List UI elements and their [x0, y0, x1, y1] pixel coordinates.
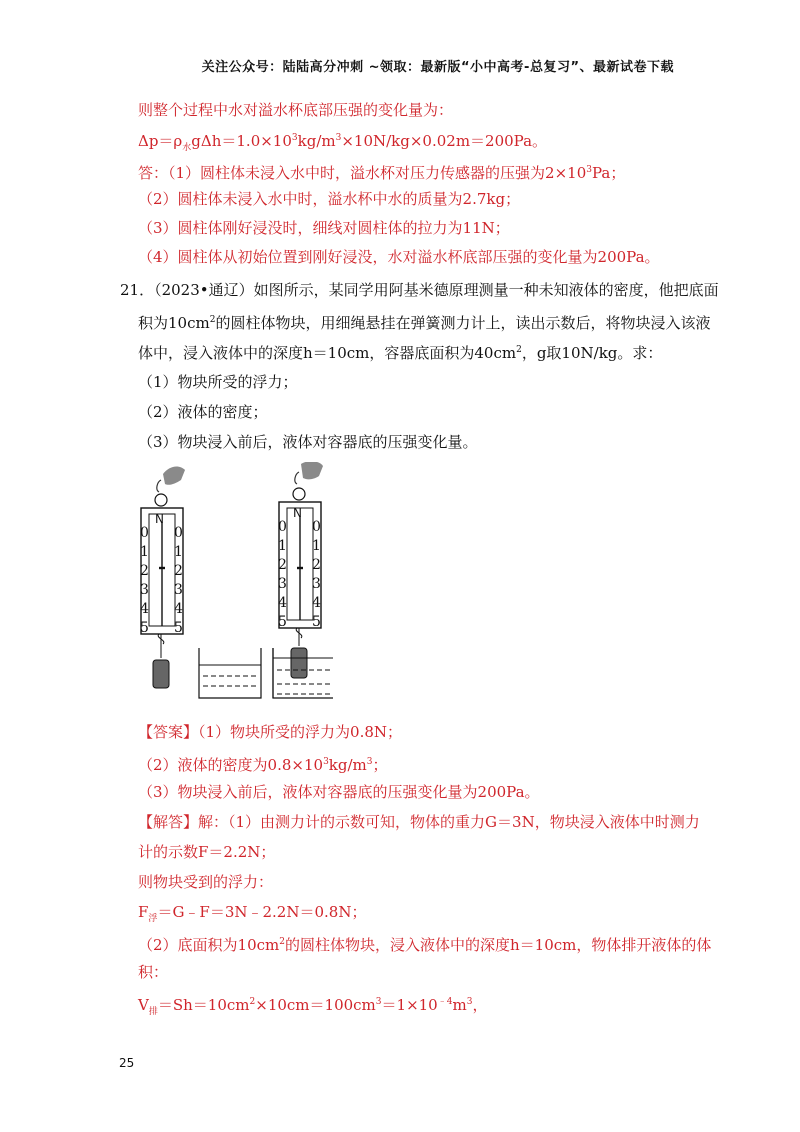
- scale-tick-label: 1: [278, 538, 287, 554]
- scale-tick-label: 4: [140, 601, 149, 617]
- scale-tick-label: 2: [140, 563, 149, 579]
- formula-line: $\Delta p=\rho_水g\Delta h=1.0\times 10^3kg/m^3\times 10N/kg\times 0.02m=200Pa$。: [138, 132, 548, 153]
- scale-tick-label: 4: [174, 601, 183, 617]
- solution-line-1: 【解答】解：（1）由测力计的示数可知，物体的重力G＝3N，物块浸入液体中时测力: [138, 813, 700, 831]
- hand-icon-right: [295, 462, 323, 484]
- answer-density-line: （2）液体的密度为$0.8\times 10^3kg/m^3$；: [138, 756, 388, 774]
- scale-tick-label: 5: [312, 614, 321, 630]
- answer-line-4: （4）圆柱体从初始位置到刚好浸没，水对溢水杯底部压强的变化量为200Pa。: [138, 248, 660, 266]
- solution-line-6: 积：: [138, 963, 169, 981]
- scale-tick-label: 4: [278, 595, 287, 611]
- scale-tick-label: 5: [174, 620, 183, 636]
- text-line: 则整个过程中水对溢水杯底部压强的变化量为：: [138, 101, 454, 119]
- scale-tick-label: 1: [174, 544, 183, 560]
- question-21-line-2: 积为$10cm^2$的圆柱体物块，用细绳悬挂在弹簧测力计上，读出示数后，将物块浸入该液: [138, 314, 711, 332]
- scale-tick-label: 0: [174, 525, 183, 541]
- solution-line-7: $V_排=Sh=10cm^2\times 10cm=100cm^3=1\times 10^{﹣4}m^3$，: [138, 996, 488, 1017]
- solution-line-4: $F_浮=G﹣F=3N﹣2.2N=0.8N$；: [138, 903, 367, 924]
- question-21-line-1: 21．（2023•通辽）如图所示，某同学用阿基米德原理测量一种未知液体的密度，他把底面: [120, 281, 719, 299]
- answer-pressure-line: （3）物块浸入前后，液体对容器底的压强变化量为200Pa。: [138, 783, 540, 801]
- scale-tick-label: 1: [312, 538, 321, 554]
- sub-question-3: （3）物块浸入前后，液体对容器底的压强变化量。: [138, 433, 478, 451]
- scale-tick-label: 3: [174, 582, 183, 598]
- scale-tick-label: 4: [312, 595, 321, 611]
- page-header: 关注公众号：陆陆高分冲刺 ~领取：最新版“小中高考-总复习”、最新试卷下载: [201, 60, 674, 75]
- answer-line-3: （3）圆柱体刚好浸没时，细线对圆柱体的拉力为11N；: [138, 219, 510, 237]
- scale-tick-label: 5: [278, 614, 287, 630]
- scale-labels-right: [278, 506, 322, 632]
- scale-tick-label: 0: [278, 519, 287, 535]
- scale-tick-label: 3: [140, 582, 149, 598]
- newton-label: N: [293, 506, 302, 520]
- scale-tick-label: 1: [140, 544, 149, 560]
- newton-label: N: [155, 512, 164, 526]
- scale-tick-label: 3: [278, 576, 287, 592]
- sub-question-1: （1）物块所受的浮力；: [138, 373, 298, 391]
- scale-labels-left: [140, 512, 184, 638]
- answer-line-2: （2）圆柱体未浸入水中时，溢水杯中水的质量为2.7kg；: [138, 190, 521, 208]
- scale-tick-label: 2: [312, 557, 321, 573]
- sub-question-2: （2）液体的密度；: [138, 403, 268, 421]
- solution-line-2: 计的示数F＝2.2N；: [138, 843, 276, 861]
- answer-line-title: 【答案】（1）物块所受的浮力为0.8N；: [138, 723, 403, 741]
- answer-line-1: 答：（1）圆柱体未浸入水中时，溢水杯对压力传感器的压强为$2\times 10^3Pa$；: [138, 164, 626, 182]
- question-21-line-3: 体中，浸入液体中的深度h＝10cm，容器底面积为$40cm^2$，g取10N/kg。求：: [138, 344, 663, 362]
- spring-scale-figure: [133, 462, 333, 702]
- scale-tick-label: 2: [278, 557, 287, 573]
- scale-tick-label: 2: [174, 563, 183, 579]
- scale-tick-label: 0: [312, 519, 321, 535]
- scale-tick-label: 3: [312, 576, 321, 592]
- solution-line-3: 则物块受到的浮力：: [138, 873, 274, 891]
- solution-line-5: （2）底面积为$10cm^2$的圆柱体物块，浸入液体中的深度h＝10cm，物体排开液体的体: [138, 936, 712, 954]
- scale-tick-label: 5: [140, 620, 149, 636]
- scale-tick-label: 0: [140, 525, 149, 541]
- hand-icon-left: [157, 467, 185, 492]
- page-number: 25: [119, 1056, 135, 1070]
